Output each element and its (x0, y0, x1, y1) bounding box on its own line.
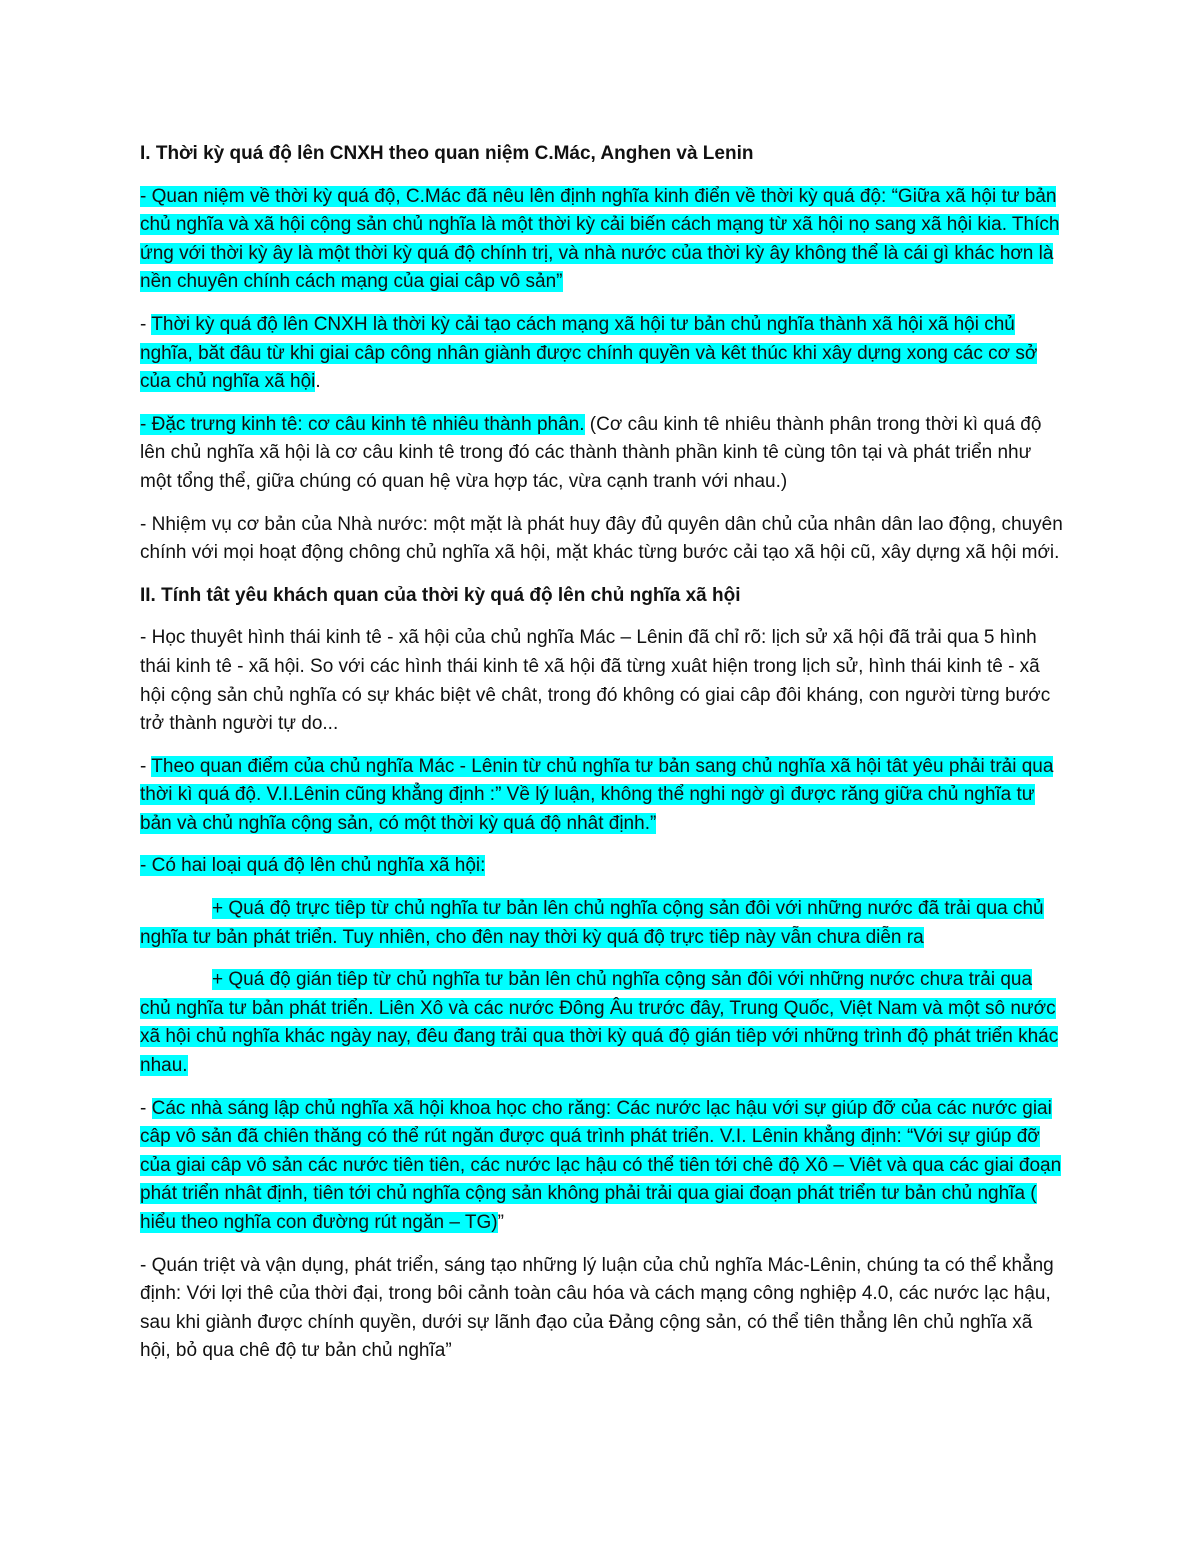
paragraph-end: . (315, 371, 321, 393)
paragraph-state-task: - Nhiệm vụ cơ bản của Nhà nước: một mặt là phát huy đây đủ quyên dân chủ của nhân dân lao động, chuyên chính với mọi hoạt động chông chủ nghĩa xã hội, mặt khác từng bước cải tạo xã hội cũ, xây dựng xã hội mới. (140, 513, 1063, 564)
highlighted-text: Thời kỳ quá độ lên CNXH là thời kỳ cải tạo cách mạng xã hội tư bản chủ nghĩa thành xã hội xã hội chủ nghĩa, băt đâu từ khi giai câp công nhân giành được chính quyền và kêt thúc khi xây dựng xong các cơ sở của chủ nghĩa xã hội (140, 313, 1038, 393)
paragraph-definition (140, 311, 1065, 397)
paragraph-theory: - Học thuyêt hình thái kinh tê - xã hội của chủ nghĩa Mác – Lênin đã chỉ rõ: lịch sử xã hội đã trải qua 5 hình thái kinh tê - xã hội. So với các hình thái kinh tê xã hội đã từng xuât hiện trong lịch sử, hình thái kinh tê - xã hội cộng sản chủ nghĩa có sự khác biệt vê chât, trong đó không có giai câp đôi kháng, con người từng bước trở thành người tự do... (140, 627, 1051, 735)
paragraph-founders (140, 1095, 1065, 1238)
highlighted-text: + Quá độ gián tiêp từ chủ nghĩa tư bản lên chủ nghĩa cộng sản đôi với những nước chưa trải qua chủ nghĩa tư bản phát triển. Liên Xô và các nước Đông Âu trước đây, Trung Quốc, Việt Nam và một sô nước xã hội chủ nghĩa khác ngày nay, đêu đang trải qua thời kỳ quá độ gián tiêp với những trình độ phát triển khác nhau. (140, 969, 1059, 1077)
highlighted-text: Theo quan điểm của chủ nghĩa Mác - Lênin từ chủ nghĩa tư bản sang chủ nghĩa xã hội tât yêu phải trải qua thời kì quá độ. V.I.Lênin cũng khẳng định :” Về lý luận, không thể nghi ngờ gì được răng giữa chủ nghĩa tư bản và chủ nghĩa cộng sản, có một thời kỳ quá độ nhât định.” (140, 755, 1054, 834)
paragraph-indirect-transition (140, 966, 1065, 1080)
paragraph-end: ” (497, 1212, 504, 1233)
paragraph-two-types (140, 852, 1065, 881)
highlighted-text: - Có hai loại quá độ lên chủ nghĩa xã hội: (140, 855, 486, 877)
highlighted-text: - Đặc trưng kinh tê: cơ câu kinh tê nhiêu thành phân. (140, 413, 585, 435)
section-heading-1: I. Thời kỳ quá độ lên CNXH theo quan niệm C.Mác, Anghen và Lenin (140, 143, 754, 164)
paragraph-direct-transition (140, 895, 1065, 952)
document-page (140, 140, 1065, 1380)
highlighted-text: - Quan niệm về thời kỳ quá độ, C.Mác đã nêu lên định nghĩa kinh điển về thời kỳ quá độ: “Giữa xã hội tư bản chủ nghĩa và xã hội cộng sản chủ nghĩa là một thời kỳ cải biến cách mạng từ xã hội nọ sang xã hội kia. Thích ứng với thời kỳ ây là một thời kỳ quá độ chính trị, và nhà nước của thời kỳ ây không thể là cái gì khác hơn là nền chuyên chính cách mạng của giai câp vô sản” (140, 185, 1060, 293)
dash-prefix: - (140, 1097, 152, 1119)
dash-prefix: - (140, 755, 152, 777)
highlighted-text: Các nhà sáng lập chủ nghĩa xã hội khoa học cho răng: Các nước lạc hậu với sự giúp đỡ của các nước giai câp vô sản đã chiên thăng có thể rút ngăn được quá trình phát triển. V.I. Lênin khẳng định: “Với sự giúp đỡ của giai câp vô sản các nước tiên tiên, các nước lạc hậu có thể tiên tới chê độ Xô – Viêt và qua các giai đoạn phát triển nhât định, tiên tới chủ nghĩa cộng sản không phải trải qua giai đoạn phát triển tư bản chủ nghĩa ( hiểu theo nghĩa con đường rút ngăn – TG) (140, 1097, 1062, 1233)
section-heading-2: II. Tính tât yêu khách quan của thời kỳ quá độ lên chủ nghĩa xã hội (140, 584, 741, 606)
paragraph-text: (Cơ câu kinh tê nhiêu thành phân trong thời kì quá độ lên chủ nghĩa xã hội là cơ câu kinh tê trong đó các thành thành phần kinh tê cùng tôn tại và phát triển như một tổng thể, giữa chúng có quan hệ vừa hợp tác, vừa cạnh tranh với nhau.) (140, 413, 1042, 492)
paragraph-conclusion: - Quán triệt và vận dụng, phát triển, sáng tạo những lý luận của chủ nghĩa Mác-Lênin, chúng ta có thể khẳng định: Với lợi thê của thời đại, trong bôi cảnh toàn câu hóa và cách mạng công nghiệp 4.0, các nước lạc hậu, sau khi giành được chính quyền, dưới sự lãnh đạo của Đảng cộng sản, có thể tiên thẳng lên chủ nghĩa xã hội, bỏ qua chê độ tư bản chủ nghĩa” (140, 1254, 1054, 1362)
paragraph-concept (140, 183, 1065, 297)
paragraph-lenin-view (140, 753, 1065, 839)
paragraph-economic-feature (140, 411, 1065, 497)
highlighted-text: + Quá độ trực tiêp từ chủ nghĩa tư bản lên chủ nghĩa cộng sản đôi với những nước đã trải qua chủ nghĩa tư bản phát triển. Tuy nhiên, cho đên nay thời kỳ quá độ trực tiêp này vẫn chưa diễn ra (140, 898, 1044, 948)
dash-prefix: - (140, 313, 152, 335)
